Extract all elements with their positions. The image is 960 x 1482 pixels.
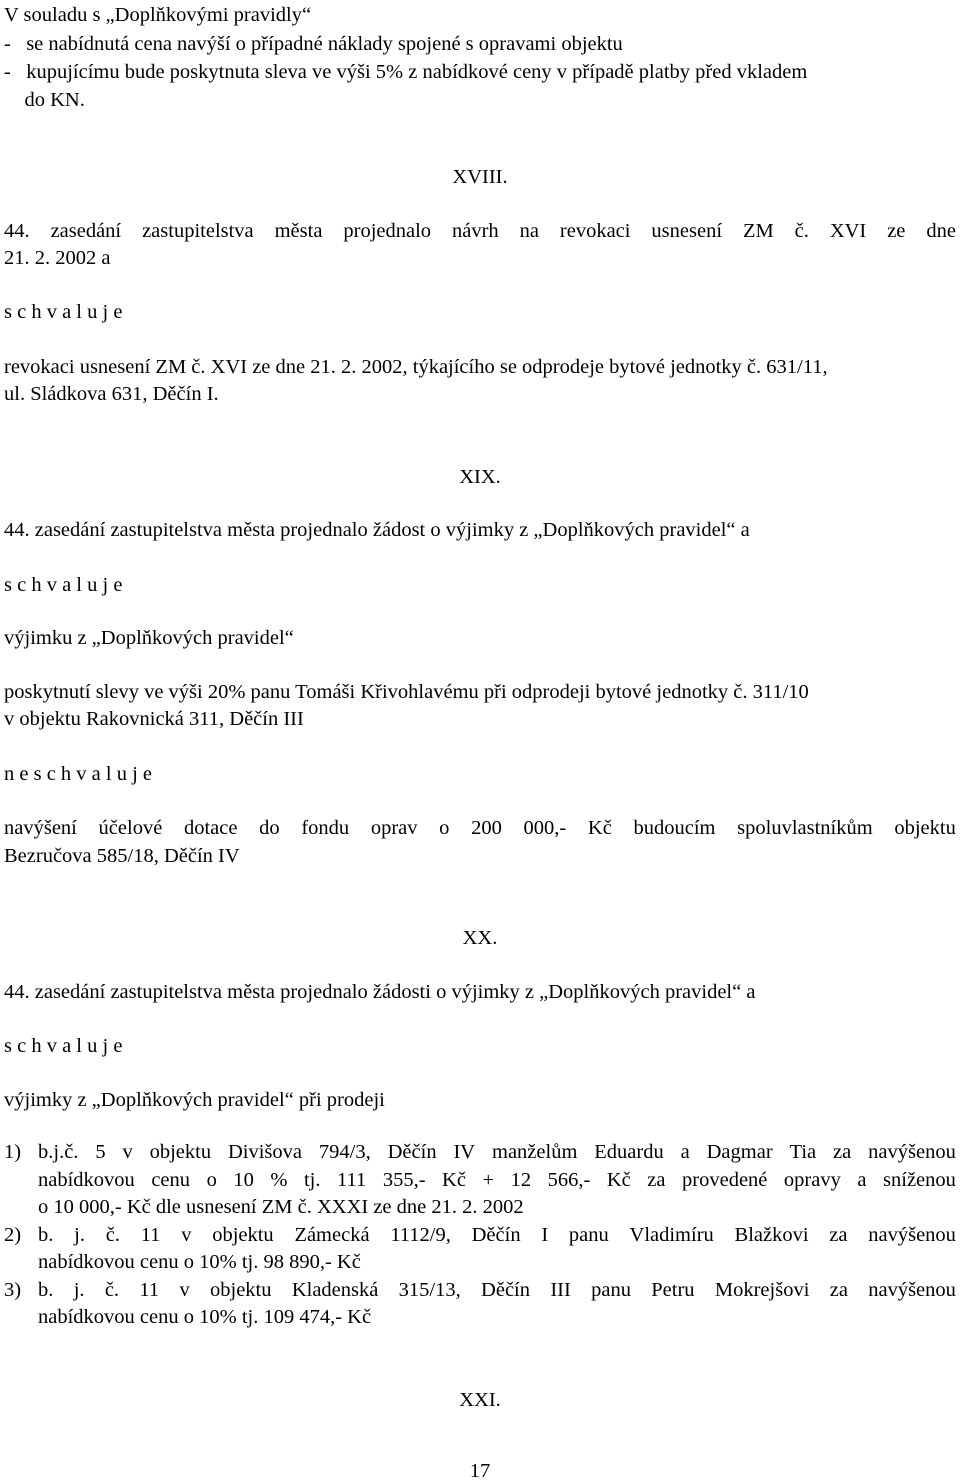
section-heading-xix: XIX.	[459, 466, 501, 488]
list-item-line: nabídkovou cenu o 10% tj. 98 890,- Kč	[38, 1251, 361, 1273]
page-number: 17	[469, 1460, 491, 1482]
intro-item-1: - se nabídnutá cena navýší o případné náklady spojené s opravami objektu	[4, 33, 623, 55]
list-item-line: nabídkovou cenu o 10% tj. 109 474,- Kč	[38, 1306, 372, 1328]
list-item-line: o 10 000,- Kč dle usnesení ZM č. XXXI ze dne 21. 2. 2002	[38, 1196, 524, 1218]
list-item-line: nabídkovou cenu o 10 % tj. 111 355,- Kč + 12 566,- Kč za provedené opravy a sníženou	[38, 1169, 956, 1191]
s19-text2-line2: Bezručova 585/18, Děčín IV	[4, 845, 240, 867]
s18-intro-line1: 44. zasedání zastupitelstva města projednalo návrh na revokaci usnesení ZM č. XVI ze dne	[4, 220, 956, 242]
s19-intro: 44. zasedání zastupitelstva města projednalo žádost o výjimky z „Doplňkových pravidel“ a	[4, 519, 750, 541]
s18-text-line2: ul. Sládkova 631, Děčín I.	[4, 383, 219, 405]
s20-verdict: s c h v a l u j e	[4, 1035, 123, 1057]
intro-item-3: do KN.	[4, 89, 85, 111]
list-item-line: b. j. č. 11 v objektu Kladenská 315/13, Děčín III panu Petru Mokrejšovi za navýšenou	[38, 1279, 956, 1301]
list-item-line: b.j.č. 5 v objektu Divišova 794/3, Děčín IV manželům Eduardu a Dagmar Tia za navýšenou	[38, 1141, 956, 1163]
s18-text-line1: revokaci usnesení ZM č. XVI ze dne 21. 2. 2002, týkajícího se odprodeje bytové jednotky č. 631/11,	[4, 356, 828, 378]
list-item-line: b. j. č. 11 v objektu Zámecká 1112/9, Děčín I panu Vladimíru Blažkovi za navýšenou	[38, 1224, 956, 1246]
s20-intro: 44. zasedání zastupitelstva města projednalo žádosti o výjimky z „Doplňkových pravidel“ a	[4, 981, 756, 1003]
section-heading-xx: XX.	[462, 927, 498, 949]
intro-title: V souladu s „Doplňkovými pravidly“	[4, 4, 312, 26]
s18-intro-line2: 21. 2. 2002 a	[4, 247, 111, 269]
s19-sub: výjimku z „Doplňkových pravidel“	[4, 627, 294, 649]
s19-text1-line2: v objektu Rakovnická 311, Děčín III	[4, 708, 304, 730]
intro-item-2: - kupujícímu bude poskytnuta sleva ve výši 5% z nabídkové ceny v případě platby před vkladem	[4, 61, 808, 83]
s18-verdict: s c h v a l u j e	[4, 301, 123, 323]
s19-text1-line1: poskytnutí slevy ve výši 20% panu Tomáši Křivohlavému při odprodeji bytové jednotky č. 311/10	[4, 681, 809, 703]
section-heading-xxi: XXI.	[459, 1389, 501, 1411]
s19-text2-line1: navýšení účelové dotace do fondu oprav o 200 000,- Kč budoucím spoluvlastníkům objektu	[4, 817, 956, 839]
section-heading-xviii: XVIII.	[452, 166, 508, 188]
s19-verdict-1: s c h v a l u j e	[4, 574, 123, 596]
s19-verdict-2: n e s c h v a l u j e	[4, 763, 153, 785]
s20-sub: výjimky z „Doplňkových pravidel“ při prodeji	[4, 1089, 385, 1111]
